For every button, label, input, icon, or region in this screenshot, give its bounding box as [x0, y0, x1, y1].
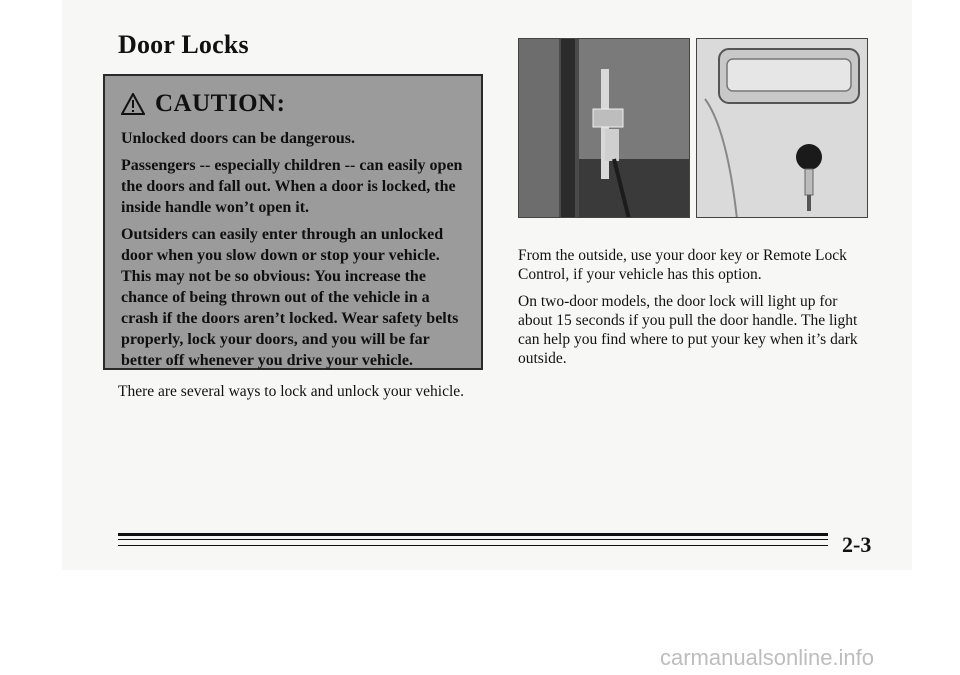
footer-rule — [118, 539, 828, 540]
caution-paragraph: Unlocked doors can be dangerous. — [121, 130, 355, 147]
caution-paragraph: Outsiders can easily enter through an unlocked door when you slow down or stop your vehicle. This may not be so obvious: You increase the chance of being thrown out of the vehicle in a crash if the doors aren’t locked. Wear safety belts properly, lock your doors, and you will be far better off whenever you drive your vehicle. — [121, 226, 459, 369]
exterior-door-handle-photo — [696, 38, 868, 218]
caution-header — [121, 90, 467, 118]
intro-paragraph: There are several ways to lock and unlock your vehicle. — [118, 383, 465, 400]
caution-box — [103, 74, 483, 370]
right-paragraph: On two-door models, the door lock will light up for about 15 seconds if you pull the door handle. The light can help you find where to put your key when it’s dark outside. — [518, 293, 858, 367]
warning-triangle-icon — [121, 93, 145, 115]
right-column-text — [518, 246, 868, 376]
footer-rule — [118, 545, 828, 546]
right-paragraph: From the outside, use your door key or Remote Lock Control, if your vehicle has this option. — [518, 247, 847, 283]
page-number: 2-3 — [842, 532, 872, 557]
footer-rule — [118, 533, 828, 536]
caution-heading: CAUTION: — [155, 90, 286, 117]
watermark: carmanualsonline.info — [660, 645, 875, 670]
caution-paragraph: Passengers -- especially children -- can easily open the doors and fall out. When a door is locked, the inside handle won’t open it. — [121, 157, 463, 216]
page-title: Door Locks — [118, 30, 249, 59]
door-lock-photos — [518, 38, 868, 218]
interior-door-lock-photo — [518, 38, 690, 218]
